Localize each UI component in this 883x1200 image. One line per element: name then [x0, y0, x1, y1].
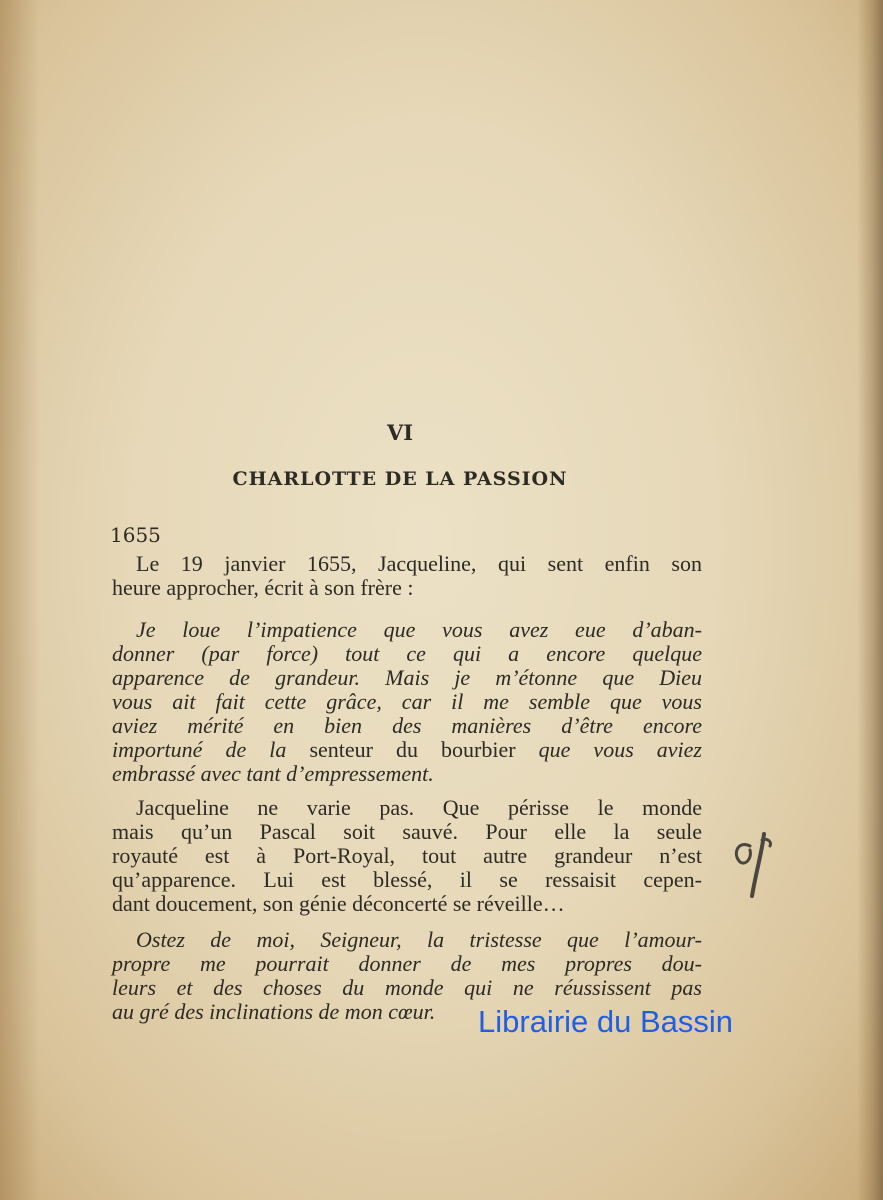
text-line: heure approcher, écrit à son frère :	[112, 575, 414, 600]
text-line: royauté est à Port-Royal, tout autre grandeur n’est	[112, 843, 702, 868]
text-line: mais qu’un Pascal soit sauvé. Pour elle la seule	[112, 819, 702, 844]
page-left-shadow	[0, 0, 40, 1200]
text-line: qu’apparence. Lui est blessé, il se ressaisit cepen-	[112, 867, 702, 892]
text-line: propre me pourrait donner de mes propres dou-	[112, 951, 702, 976]
text-line: Je loue l’impatience que vous avez eue d’aban-	[136, 617, 702, 642]
shop-watermark: Librairie du Bassin	[478, 1004, 734, 1039]
quotation-letter	[112, 618, 702, 786]
text-line: leurs et des choses du monde qui ne réussissent pas	[112, 975, 702, 1000]
paragraph-commentary	[112, 796, 702, 916]
text-line: apparence de grandeur. Mais je m’étonne que Dieu	[112, 665, 702, 690]
year-heading: 1655	[110, 523, 161, 547]
text-line: aviez mérité en bien des manières d’être encore	[112, 713, 702, 738]
text-line: dant doucement, son génie déconcerté se réveille…	[112, 891, 565, 916]
italic-segment: que vous aviez	[538, 737, 702, 762]
text-line: donner (par force) tout ce qui a encore quelque	[112, 641, 702, 666]
text-line: Ostez de moi, Seigneur, la tristesse que l’amour-	[136, 927, 702, 952]
text-line: Jacqueline ne varie pas. Que périsse le monde	[136, 795, 702, 820]
pencil-annotation-mark	[728, 832, 778, 898]
text-line: au gré des inclinations de mon cœur.	[112, 999, 436, 1024]
text-line: embrassé avec tant d’empressement.	[112, 761, 434, 786]
italic-segment: importuné de la	[112, 737, 287, 762]
text-line-mixed	[112, 738, 702, 762]
chapter-title: CHARLOTTE DE LA PASSION	[232, 468, 568, 490]
paragraph-intro	[112, 552, 702, 600]
roman-segment: senteur du bourbier	[286, 737, 539, 762]
text-line: Le 19 janvier 1655, Jacqueline, qui sent enfin son	[136, 551, 702, 576]
text-line: vous ait fait cette grâce, car il me semble que vous	[112, 689, 702, 714]
chapter-number: VI	[386, 420, 414, 445]
page-right-edge	[857, 0, 883, 1200]
